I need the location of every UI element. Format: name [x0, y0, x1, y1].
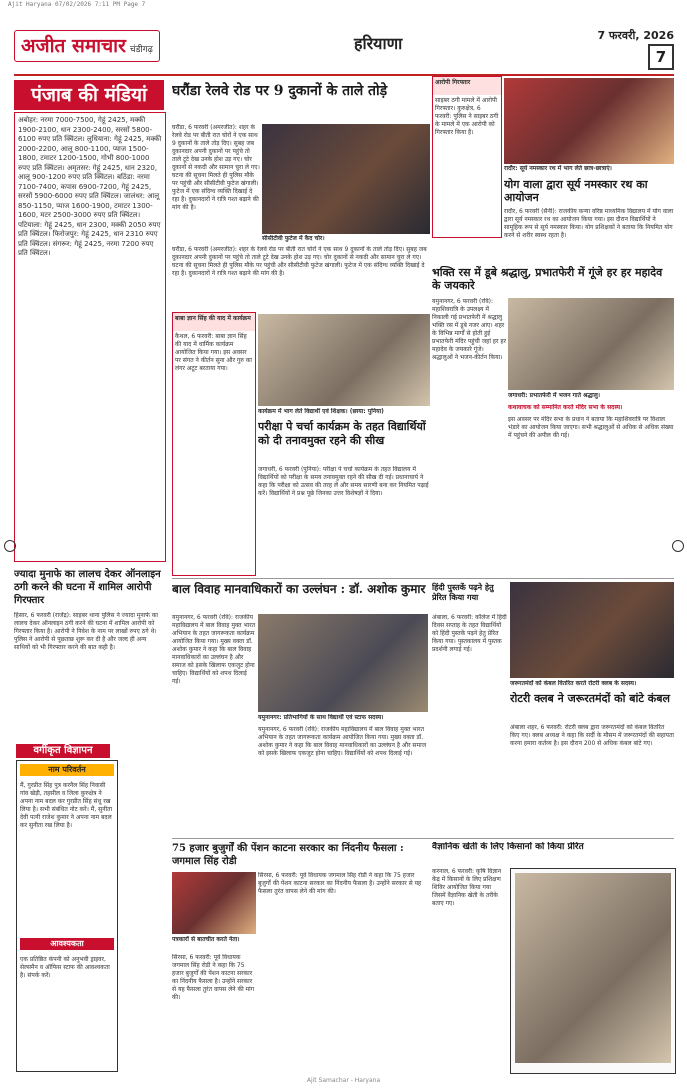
exam-side-kicker: बाबा ज्ञान सिंह की याद में कार्यक्रम [173, 313, 255, 331]
registration-mark-left [4, 540, 16, 552]
classified-header: वर्गीकृत विज्ञापन [16, 744, 110, 758]
print-slug: Ajit Haryana 07/02/2026 7:11 PM Page 7 [8, 1, 146, 8]
mandi-band-title: पंजाब की मंडियां [14, 80, 164, 110]
cctv-photo-caption: सीसीटीवी फुटेज में कैद चोर। [262, 235, 325, 242]
child-marriage-text-more: यमुनानगर, 6 फरवरी (रवि): राजकीय महाविद्यालय में बाल विवाह मुक्त भारत अभियान के तहत जागरूकता कार्यक्रम आयोजित किया गया। मुख्य वक्ता डॉ. अशोक कुमार ने कहा कि बाल विवाह मानवाधिकारों का उल्लंघन है और समाज को इसके खिलाफ एकजुट होना चाहिए। विद्यार्थियों को शपथ दिलाई गई। [258, 726, 427, 757]
yoga-photo-caption: रादौर: सूर्य नमस्कार रथ में भाग लेते छात्र-छात्राएं। [504, 165, 612, 172]
seminar-text: अंबाला, 6 फरवरी: कॉलेज में हिंदी दिवस सप्ताह के तहत विद्यार्थियों को हिंदी पुस्तकें पढ़ने हेतु प्रेरित किया गया। पुस्तकालय में पुस्तक प्रदर्शनी लगाई गई। [432, 614, 507, 653]
decision-photo [172, 872, 256, 934]
yoga-side-kicker: आरोपी गिरफ्तार [433, 77, 501, 95]
wanted-header: आवश्यकता [20, 938, 114, 950]
section-divider [172, 578, 674, 579]
training-text: करनाल, 6 फरवरी: कृषि विज्ञान केंद्र में किसानों के लिए प्रशिक्षण शिविर आयोजित किया गया जिसमें वैज्ञानिक खेती के तरीके बताए गए। [432, 868, 502, 907]
notice-ad-image [515, 873, 671, 1063]
decision-headline: 75 हजार बुजुर्गों की पेंशन काटना सरकार का निंदनीय फैसला : जगमाल सिंह रोडी [172, 843, 404, 867]
yoga-side-box [432, 76, 502, 238]
name-change-text: मैं, गुरप्रीत सिंह पुत्र करनैल सिंह निवासी गांव खेड़ी, तहसील व जिला कुरुक्षेत्र ने अपना नाम बदल कर गुरप्रीत सिंह संधू रख लिया है। सभी संबंधित नोट करें। मैं, सुनीता देवी पत्नी राजेश कुमार ने अपना नाम बदल कर सुनीता रख लिया है। [20, 782, 113, 829]
cctv-photo [262, 124, 430, 234]
masthead [14, 28, 674, 76]
registration-mark-right [672, 540, 684, 552]
lead-text-top: घरौंडा, 6 फरवरी (अमरजीत): शहर के रेलवे रोड पर बीती रात चोरों ने एक साथ 9 दुकानों के ताले तोड़ दिए। सुबह जब दुकानदार अपनी दुकानों पर पहुंचे तो ताले टूटे देख उनके होश उड़ गए। चोर दुकानों से नकदी और सामान चुरा ले गए। घटना की सूचना मिलते ही पुलिस मौके पर पहुंची और सीसीटीवी फुटेज खंगाली। फुटेज में एक संदिग्ध व्यक्ति दिखाई दे रहा है। दुकानदारों ने रात्रि गश्त बढ़ाने की मांग की है। [172, 124, 260, 211]
exam-side-box [172, 312, 256, 576]
section-title: हरियाणा [354, 34, 403, 53]
page-number: 7 [648, 44, 674, 70]
decision-text: सिरसा, 6 फरवरी: पूर्व विधायक जगमाल सिंह रोडी ने कहा कि 75 हजार बुजुर्गों की पेंशन काटना सरकार का निंदनीय फैसला है। उन्होंने सरकार से यह फैसला तुरंत वापस लेने की मांग की। [258, 872, 422, 895]
exam-headline: परीक्षा पे चर्चा कार्यक्रम के तहत विद्यार्थियों को दी तनावमुक्त रहने की सीख [258, 420, 426, 447]
yoga-text: रादौर, 6 फरवरी (सैनी): राजकीय कन्या वरिष्ठ माध्यमिक विद्यालय में योग वाला द्वारा सूर्य नमस्कार रथ का आयोजन किया गया। इस दौरान विद्यार्थियों ने सामूहिक रूप से सूर्य नमस्कार किया। योग प्रशिक्षकों ने बताया कि नियमित योग करने से शरीर स्वस्थ रहता है। [504, 208, 674, 239]
yoga-photo [504, 78, 674, 164]
yoga-headline: योग वाला द्वारा सूर्य नमस्कार रथ का आयोजन [504, 178, 648, 204]
bhakti-photo-caption: जगाधरी: प्रभातफेरी में भजन गाते श्रद्धालु। [508, 392, 601, 399]
name-change-header: नाम परिवर्तन [20, 764, 114, 776]
notice-ad-box [510, 868, 676, 1074]
exam-side-text: कैथल, 6 फरवरी: बाबा ज्ञान सिंह की याद में धार्मिक कार्यक्रम आयोजित किया गया। इस अवसर पर संगत ने कीर्तन सुना और गुरु का लंगर अटूट बरताया गया। [175, 333, 252, 372]
decision-photo-caption: पत्रकारों से बातचीत करते नेता। [172, 936, 240, 943]
child-marriage-photo-caption: यमुनानगर: प्रतिभागियों के साथ विद्यार्थी एवं स्टाफ सदस्य। [258, 714, 384, 721]
exam-photo-caption: कार्यक्रम में भाग लेते विद्यार्थी एवं शिक्षक। (छाया: पुनिया) [258, 408, 384, 415]
child-marriage-headline: बाल विवाह मानवाधिकारों का उल्लंघन : डॉ. अशोक कुमार [172, 582, 426, 596]
lead-text-bottom: घरौंडा, 6 फरवरी (अमरजीत): शहर के रेलवे रोड पर बीती रात चोरों ने एक साथ 9 दुकानों के ताले तोड़ दिए। सुबह जब दुकानदार अपनी दुकानों पर पहुंचे तो ताले टूटे देख उनके होश उड़ गए। चोर दुकानों से नकदी और सामान चुरा ले गए। घटना की सूचना मिलते ही पुलिस मौके पर पहुंची और सीसीटीवी फुटेज खंगाली। फुटेज में एक संदिग्ध व्यक्ति दिखाई दे रहा है। दुकानदारों ने रात्रि गश्त बढ़ाने की मांग की है। [172, 246, 427, 277]
decision-text-more: सिरसा, 6 फरवरी: पूर्व विधायक जगमाल सिंह रोडी ने कहा कि 75 हजार बुजुर्गों की पेंशन काटना सरकार का निंदनीय फैसला है। उन्होंने सरकार से यह फैसला तुरंत वापस लेने की मांग की। [172, 954, 255, 1001]
lower-divider [172, 838, 674, 839]
child-marriage-text: यमुनानगर, 6 फरवरी (रवि): राजकीय महाविद्यालय में बाल विवाह मुक्त भारत अभियान के तहत जागरूकता कार्यक्रम आयोजित किया गया। मुख्य वक्ता डॉ. अशोक कुमार ने कहा कि बाल विवाह मानवाधिकारों का उल्लंघन है और समाज को इसके खिलाफ एकजुट होना चाहिए। विद्यार्थियों को शपथ दिलाई गई। [172, 614, 256, 685]
blanket-headline: रोटरी क्लब ने जरूरतमंदों को बांटे कंबल [510, 692, 670, 705]
mandi-box [14, 112, 166, 562]
bhakti-side-headline: कथावाचक को सम्मानित करते मंदिर सभा के सदस्य। [508, 404, 623, 411]
crime-headline: ज्यादा मुनाफे का लालच देकर ऑनलाइन ठगी करने की घटना में शामिल आरोपी गिरफ्तार [14, 569, 161, 606]
exam-text: जगाधरी, 6 फरवरी (पुनिया): परीक्षा पे चर्चा कार्यक्रम के तहत विद्यालय में विद्यार्थियों को परीक्षा के समय तनावमुक्त रहने की सीख दी गई। प्रधानाचार्य ने कहा कि परीक्षा को उत्सव की तरह लें और समय सारणी बना कर नियमित पढ़ाई करें। विद्यार्थियों ने प्रश्न पूछे जिनका उत्तर विशेषज्ञों ने दिया। [258, 466, 429, 497]
child-marriage-photo [258, 614, 428, 712]
blanket-text: अंबाला शहर, 6 फरवरी: रोटरी क्लब द्वारा जरूरतमंदों को कंबल वितरित किए गए। क्लब अध्यक्ष ने कहा कि सर्दी के मौसम में जरूरतमंदों की सहायता करना हमारा कर्तव्य है। इस दौरान 200 से अधिक कंबल बांटे गए। [510, 724, 674, 747]
crime-text: हिसार, 6 फरवरी (राजेंद्र): साइबर थाना पुलिस ने ज्यादा मुनाफे का लालच देकर ऑनलाइन ठगी करने की घटना में शामिल आरोपी को गिरफ्तार किया है। आरोपी ने निवेश के नाम पर लाखों रुपए ठगे थे। पुलिस ने आरोपी से पूछताछ शुरू कर दी है और जल्द ही अन्य साथियों को भी गिरफ्तार करने की बात कही है। [14, 612, 158, 651]
exam-photo [258, 314, 430, 406]
wanted-text: एक प्रतिष्ठित कंपनी को अनुभवी ड्राइवर, सेल्समैन व ऑफिस स्टाफ की आवश्यकता है। संपर्क करें। [20, 956, 110, 979]
bhakti-text: यमुनानगर, 6 फरवरी (रवि): महाशिवरात्रि के उपलक्ष्य में निकाली गई प्रभातफेरी में श्रद्धालु भक्ति रस में डूबे नजर आए। शहर के विभिन्न मार्गों से होती हुई प्रभातफेरी मंदिर पहुंची जहां हर हर महादेव के जयकारे गूंजे। श्रद्धालुओं ने भजन-कीर्तन किया। [432, 298, 506, 361]
yoga-side-text: साइबर ठगी मामले में आरोपी गिरफ्तार। कुरुक्षेत्र, 6 फरवरी: पुलिस ने साइबर ठगी के मामले में एक आरोपी को गिरफ्तार किया है। [435, 97, 499, 136]
bhakti-headline: भक्ति रस में डूबे श्रद्धालु, प्रभातफेरी में गूंजे हर हर महादेव के जयकारे [432, 266, 663, 292]
seminar-headline: हिंदी पुस्तकें पढ़ने हेतु प्रेरित किया गया [432, 582, 494, 602]
bhakti-photo [508, 298, 674, 390]
blanket-photo-caption: जरूरतमंदों को कंबल वितरित करते रोटरी क्लब के सदस्य। [510, 680, 637, 687]
newspaper-logo[interactable]: अजीत समाचार चंडीगढ़ [14, 30, 160, 62]
mandi-rates-text: अबोहर: नरमा 7000-7500, गेहूं 2425, मक्की 1900-2100, धान 2300-2400, सरसों 5800-6100 रुपए प्रति क्विंटल। लुधियाना: गेहूं 2425, मक्की 2000-2200, आलू 800-1100, प्याज 1500-1800, टमाटर 1200-1500, गोभी 800-1000 रुपए प्रति क्विंटल। अमृतसर: गेहूं 2425, धान 2320, आलू 900-1200 रुपए प्रति क्विंटल। बठिंडा: नरमा 7100-7400, कपास 6900-7200, गेहूं 2425, सरसों 5900-6000 रुपए प्रति क्विंटल। जालंधर: आलू 850-1150, प्याज 1600-1900, टमाटर 1300-1600, मटर 2500-3000 रुपए प्रति क्विंटल। पटियाला: गेहूं 2425, धान 2300, मक्की 2050 रुपए प्रति क्विंटल। फिरोजपुर: गेहूं 2425, धान 2310 रुपए प्रति क्विंटल। संगरूर: गेहूं 2425, नरमा 7200 रुपए प्रति क्विंटल। [18, 116, 162, 257]
page-footer: Ajit Samachar - Haryana [306, 1077, 381, 1084]
training-headline: वैज्ञानिक खेती के लिए किसानों को किया प्रेरित [432, 842, 584, 852]
bhakti-side-text: इस अवसर पर मंदिर सभा के प्रधान ने बताया कि महाशिवरात्रि पर विशाल भंडारे का आयोजन किया जाएगा। सभी श्रद्धालुओं से अधिक से अधिक संख्या में पहुंचने की अपील की गई। [508, 416, 674, 439]
issue-date: 7 फरवरी, 2026 [597, 29, 674, 42]
logo-city: चंडीगढ़ [129, 45, 153, 55]
blanket-photo [510, 582, 674, 678]
lead-headline: घरौंडा रेलवे रोड पर 9 दुकानों के ताले तोड़े [172, 83, 388, 99]
classified-box [16, 760, 118, 1072]
